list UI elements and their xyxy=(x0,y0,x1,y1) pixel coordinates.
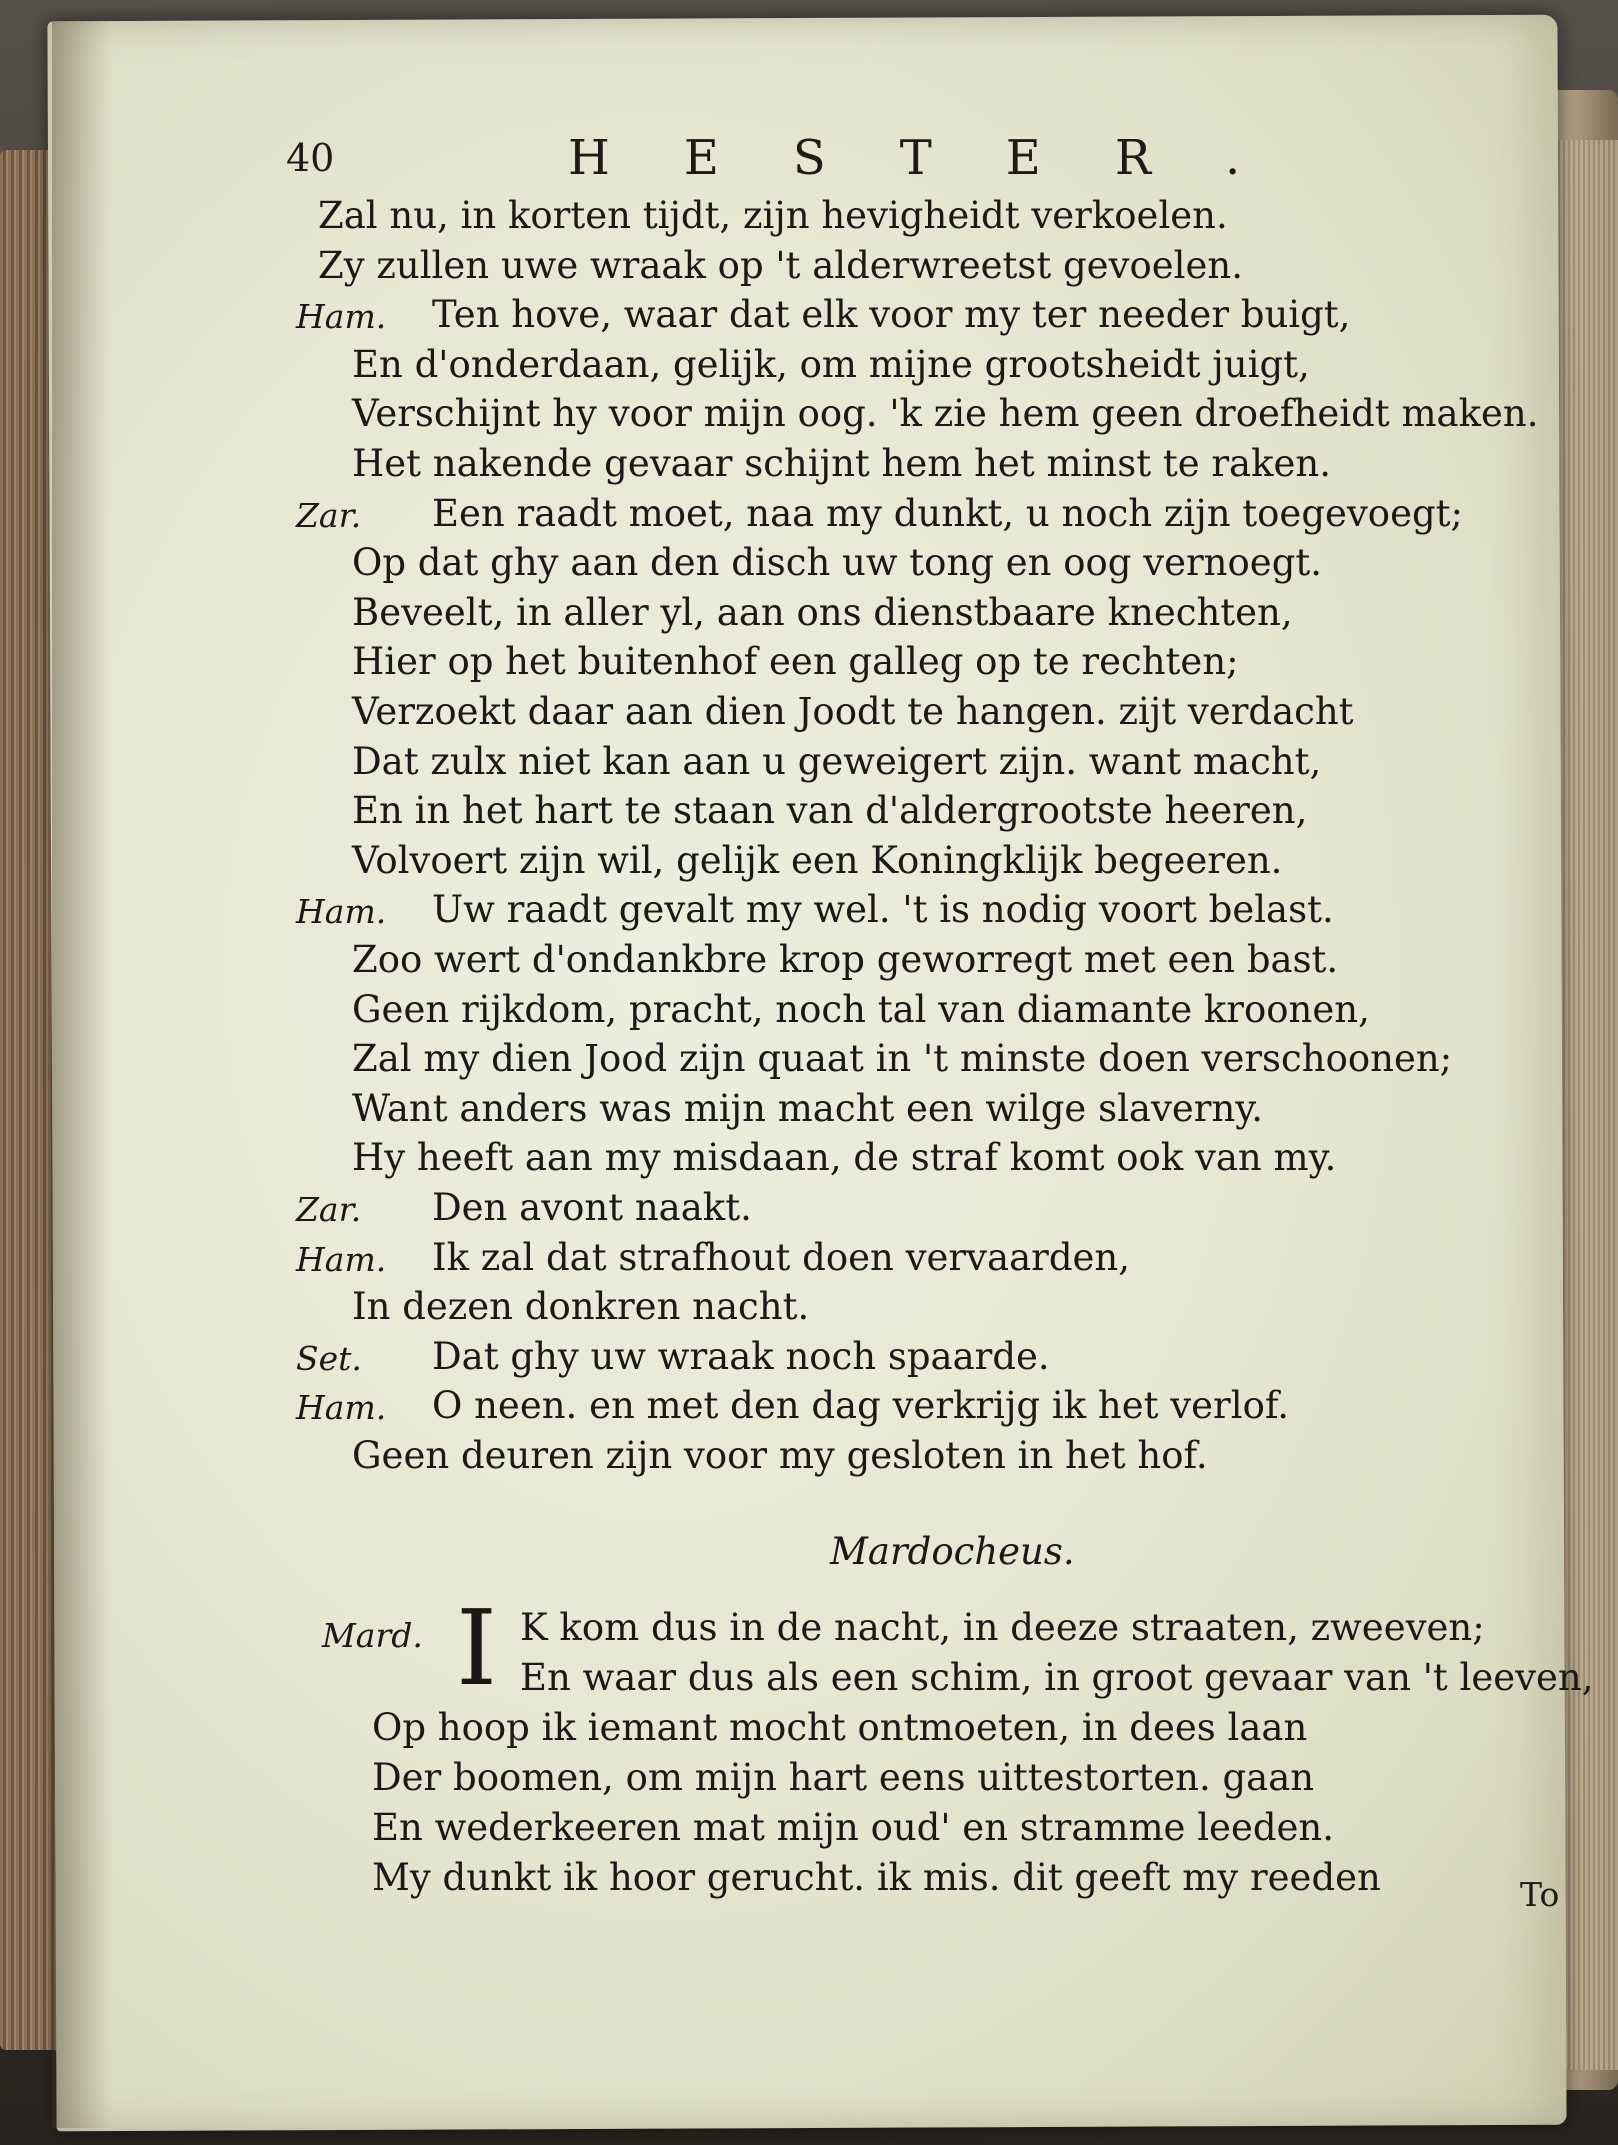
page-header xyxy=(286,130,1315,196)
page-gutter-shadow xyxy=(52,18,112,2128)
verse-line: Beveelt, in aller yl, aan ons dienstbaare knechten, xyxy=(352,590,1293,634)
verse-line: Hier op het buitenhof een galleg op te rechten; xyxy=(352,640,1239,684)
speaker-label: Zar. xyxy=(296,1190,362,1229)
verse-line: Een raadt moet, naa my dunkt, u noch zijn toegevoegt; xyxy=(432,491,1463,535)
scene-heading: Mardocheus. xyxy=(830,1530,1075,1573)
scene-verse-line: En waar dus als een schim, in groot gevaar van 't leeven, xyxy=(520,1656,1594,1699)
speaker-label: Ham. xyxy=(296,1239,387,1279)
verse-line: Volvoert zijn wil, gelijk een Koningklijk begeeren. xyxy=(352,838,1283,882)
catchword: To xyxy=(1520,1875,1560,1914)
verse-line: Dat zulx niet kan aan u geweigert zijn. want macht, xyxy=(352,739,1322,783)
verse-line: Op dat ghy aan den disch uw tong en oog vernoegt. xyxy=(352,541,1323,585)
verse-line: Dat ghy uw wraak noch spaarde. xyxy=(432,1334,1050,1378)
scene-verse-line: En wederkeeren mat mijn oud' en stramme leeden. xyxy=(372,1806,1335,1849)
verse-line: Het nakende gevaar schijnt hem het minst te raken. xyxy=(352,442,1332,485)
verse-line: Geen deuren zijn voor my gesloten in het hof. xyxy=(352,1434,1208,1477)
speaker-label: Ham. xyxy=(296,1388,387,1428)
speaker-label: Zar. xyxy=(296,495,362,535)
verse-line: En d'onderdaan, gelijk, om mijne grootsheidt juigt, xyxy=(352,342,1310,386)
verse-line: Zoo wert d'ondankbre krop geworregt met een bast. xyxy=(352,938,1339,981)
verse-line: O neen. en met den dag verkrijg ik het verlof. xyxy=(432,1384,1289,1428)
page-number: 40 xyxy=(286,136,335,180)
running-title: HESTER. xyxy=(568,130,1315,186)
verse-line: Zal my dien Jood zijn quaat in 't minste doen verschoonen; xyxy=(352,1037,1453,1081)
verse-line: Verzoekt daar aan dien Joodt te hangen. zijt verdacht xyxy=(352,690,1354,733)
verse-line: In dezen donkren nacht. xyxy=(352,1285,810,1329)
speaker-label: Ham. xyxy=(296,892,387,932)
verse-line: Zy zullen uwe wraak op 't alderwreetst gevoelen. xyxy=(318,243,1243,287)
verse-line: Hy heeft aan my misdaan, de straf komt ook van my. xyxy=(352,1136,1337,1180)
verse-line: Want anders was mijn macht een wilge slaverny. xyxy=(352,1086,1264,1130)
verse-line: Den avont naakt. xyxy=(432,1186,752,1229)
scene-verse-line: Op hoop ik iemant mocht ontmoeten, in dees laan xyxy=(372,1706,1308,1749)
verse-line: Uw raadt gevalt my wel. 't is nodig voort belast. xyxy=(432,888,1334,932)
scene-verse-line: My dunkt ik hoor gerucht. ik mis. dit geeft my reeden xyxy=(372,1856,1381,1899)
speaker-label: Set. xyxy=(296,1338,362,1378)
verse-line: Zal nu, in korten tijdt, zijn hevigheidt verkoelen. xyxy=(318,194,1228,237)
verse-line: Geen rijkdom, pracht, noch tal van diamante kroonen, xyxy=(352,987,1370,1031)
scene-verse-line: Der boomen, om mijn hart eens uittestorten. gaan xyxy=(372,1756,1315,1799)
verse-line: Ik zal dat strafhout doen vervaarden, xyxy=(432,1235,1130,1279)
verse-line: Ten hove, waar dat elk voor my ter needer buigt, xyxy=(432,293,1351,337)
verse-line: Verschijnt hy voor mijn oog. 'k zie hem geen droefheidt maken. xyxy=(352,392,1539,436)
speaker-label: Ham. xyxy=(296,297,387,337)
scene-verse-line: K kom dus in de nacht, in deeze straaten, zweeven; xyxy=(520,1606,1485,1649)
drop-cap: I xyxy=(456,1587,498,1709)
scene-speaker: Mard. xyxy=(322,1616,423,1655)
verse-line: En in het hart te staan van d'aldergrootste heeren, xyxy=(352,789,1308,833)
